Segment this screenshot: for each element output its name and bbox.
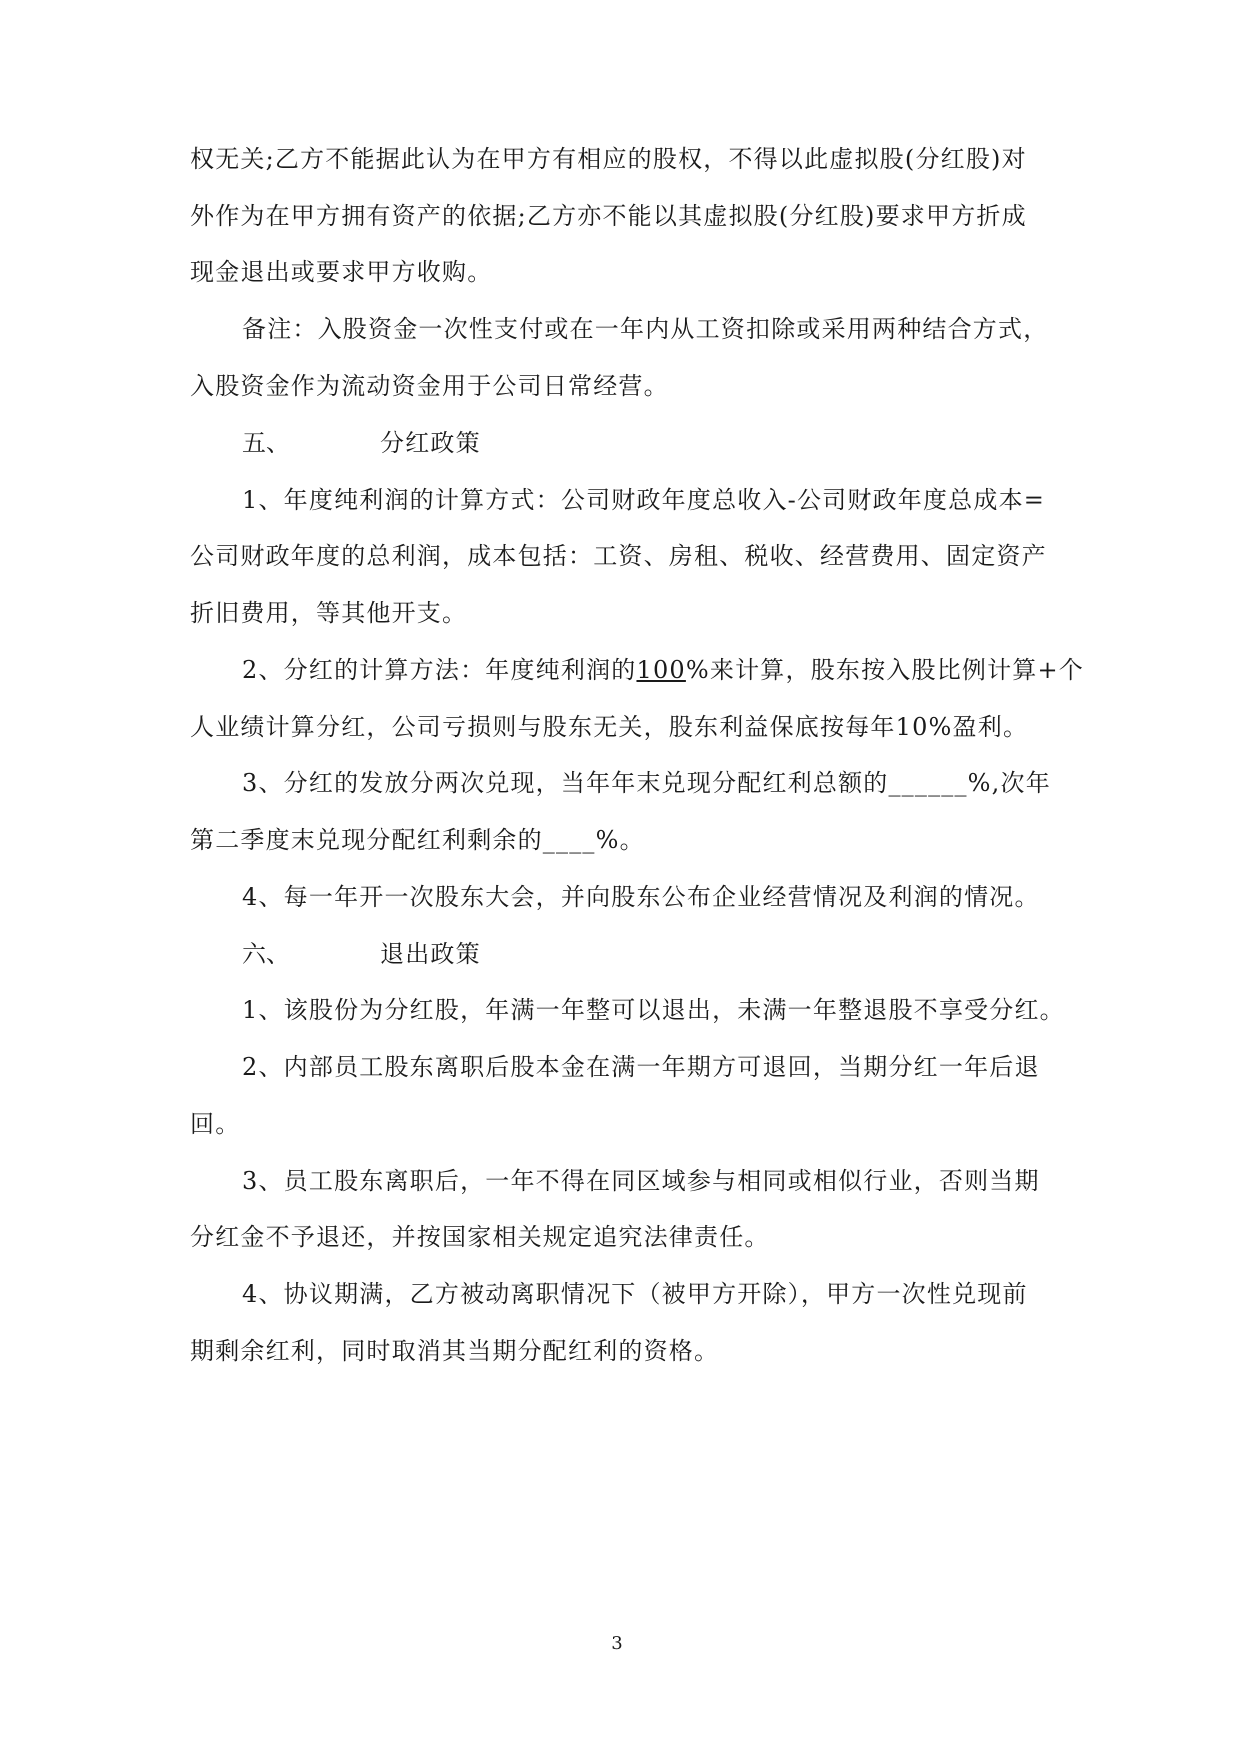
paragraph-line: 第二季度末兑现分配红利剩余的____%。	[190, 826, 645, 854]
text-segment: %来计算，股东按入股比例计算+个	[685, 656, 1085, 684]
text-segment: 2、分红的计算方法：年度纯利润的	[242, 656, 637, 684]
paragraph-line: 4、每一年开一次股东大会，并向股东公布企业经营情况及利润的情况。	[242, 883, 1040, 911]
section-number: 六、	[242, 940, 290, 968]
paragraph-line: 权无关;乙方不能据此认为在甲方有相应的股权，不得以此虚拟股(分红股)对	[190, 145, 1027, 173]
note-line: 备注：入股资金一次性支付或在一年内从工资扣除或采用两种结合方式，	[242, 315, 1049, 343]
paragraph-line: 回。	[190, 1110, 241, 1138]
section-number: 五、	[242, 429, 290, 457]
paragraph-line	[242, 655, 1084, 685]
note-line: 入股资金作为流动资金用于公司日常经营。	[190, 372, 669, 400]
paragraph-line: 分红金不予退还，并按国家相关规定追究法律责任。	[190, 1223, 770, 1251]
paragraph-line: 1、年度纯利润的计算方式：公司财政年度总收入-公司财政年度总成本=	[242, 486, 1046, 514]
paragraph-line: 外作为在甲方拥有资产的依据;乙方亦不能以其虚拟股(分红股)要求甲方折成	[190, 202, 1027, 230]
paragraph-line: 2、内部员工股东离职后股本金在满一年期方可退回，当期分红一年后退	[242, 1053, 1040, 1081]
page-number: 3	[611, 1633, 623, 1654]
paragraph-line: 期剩余红利，同时取消其当期分配红利的资格。	[190, 1337, 720, 1365]
paragraph-line: 人业绩计算分红，公司亏损则与股东无关，股东利益保底按每年10%盈利。	[190, 713, 1029, 741]
paragraph-line: 3、员工股东离职后，一年不得在同区域参与相同或相似行业，否则当期	[242, 1167, 1040, 1195]
paragraph-line: 4、协议期满，乙方被动离职情况下（被甲方开除），甲方一次性兑现前	[242, 1280, 1028, 1308]
paragraph-line: 折旧费用，等其他开支。	[190, 599, 468, 627]
paragraph-line: 现金退出或要求甲方收购。	[190, 258, 493, 286]
underlined-percent: 100	[636, 656, 686, 684]
section-title: 退出政策	[380, 940, 481, 968]
paragraph-line: 3、分红的发放分两次兑现，当年年末兑现分配红利总额的______%,次年	[242, 769, 1051, 797]
paragraph-line: 1、该股份为分红股，年满一年整可以退出，未满一年整退股不享受分红。	[242, 996, 1065, 1024]
paragraph-line: 公司财政年度的总利润，成本包括：工资、房租、税收、经营费用、固定资产	[190, 542, 1047, 570]
section-title: 分红政策	[380, 429, 481, 457]
